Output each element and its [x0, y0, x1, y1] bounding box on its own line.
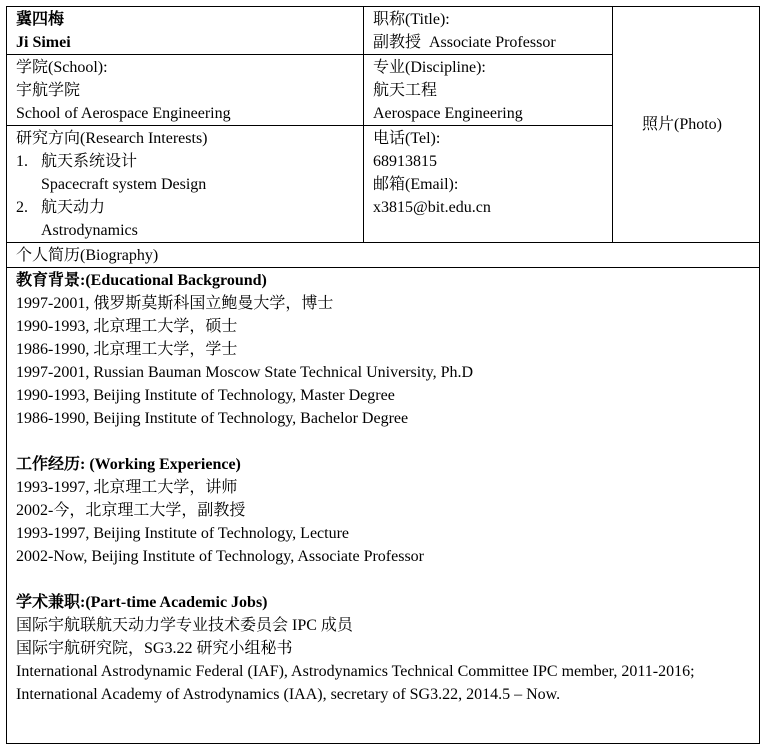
- discipline-cell: [364, 55, 613, 126]
- name-cn: 冀四梅: [16, 11, 65, 28]
- academic-line-3: International Astrodynamic Federal (IAF), Astrodynamics Technical Committee IPC member, 2011-2016;: [16, 663, 695, 680]
- academic-line-1: 国际宇航联航天动力学专业技术委员会 IPC 成员: [16, 617, 353, 634]
- email-label: 邮箱(Email):: [373, 176, 459, 193]
- school-en: School of Aerospace Engineering: [16, 105, 231, 122]
- academic-line-2: 国际宇航研究院，SG3.22 研究小组秘书: [16, 640, 293, 657]
- academic-heading: 学术兼职:(Part-time Academic Jobs): [16, 594, 268, 611]
- education-line-1: 1997-2001, 俄罗斯莫斯科国立鲍曼大学，博士: [16, 295, 334, 312]
- tel-label: 电话(Tel):: [373, 130, 441, 147]
- education-line-3: 1986-1990, 北京理工大学，学士: [16, 341, 238, 358]
- photo-cell: [613, 7, 760, 243]
- section-spacer: [16, 430, 753, 453]
- research-item-1-en: Spacecraft system Design: [41, 176, 207, 193]
- research-item-2-cn: 航天动力: [41, 199, 106, 216]
- discipline-en: Aerospace Engineering: [373, 105, 523, 122]
- name-en: Ji Simei: [16, 34, 71, 51]
- work-line-4: 2002-Now, Beijing Institute of Technology, Associate Professor: [16, 548, 425, 565]
- contact-cell: [364, 126, 613, 243]
- title-label: 职称(Title):: [373, 11, 450, 28]
- school-cell: [7, 55, 364, 126]
- academic-line-4: International Academy of Astrodynamics (IAA), secretary of SG3.22, 2014.5 – Now.: [16, 686, 561, 703]
- research-item-2: [16, 196, 357, 219]
- biography-label-cell: [7, 243, 760, 268]
- photo-label: 照片(Photo): [642, 116, 723, 133]
- research-item-1-num: 1.: [16, 153, 28, 170]
- research-item-2-en: Astrodynamics: [41, 222, 138, 239]
- section-spacer: [16, 568, 753, 591]
- work-heading: 工作经历: (Working Experience): [16, 456, 241, 473]
- education-line-4: 1997-2001, Russian Bauman Moscow State Technical University, Ph.D: [16, 364, 474, 381]
- research-label: 研究方向(Research Interests): [16, 130, 208, 147]
- education-heading: 教育背景:(Educational Background): [16, 272, 267, 289]
- research-cell: [7, 126, 364, 243]
- discipline-cn: 航天工程: [373, 82, 438, 99]
- work-line-2: 2002-今，北京理工大学，副教授: [16, 502, 246, 519]
- research-item-2-num: 2.: [16, 199, 28, 216]
- research-item-1: [16, 150, 357, 173]
- education-line-6: 1986-1990, Beijing Institute of Technology, Bachelor Degree: [16, 410, 409, 427]
- education-line-5: 1990-1993, Beijing Institute of Technology, Master Degree: [16, 387, 395, 404]
- biography-label: 个人简历(Biography): [16, 247, 159, 264]
- title-cell: [364, 7, 613, 55]
- email-value: x3815@bit.edu.cn: [373, 199, 491, 216]
- cv-table: [6, 6, 760, 744]
- work-line-1: 1993-1997, 北京理工大学，讲师: [16, 479, 238, 496]
- title-value: 副教授 Associate Professor: [373, 34, 556, 51]
- work-line-3: 1993-1997, Beijing Institute of Technology, Lecture: [16, 525, 350, 542]
- school-label: 学院(School):: [16, 59, 108, 76]
- research-item-1-cn: 航天系统设计: [41, 153, 138, 170]
- discipline-label: 专业(Discipline):: [373, 59, 486, 76]
- tel-value: 68913815: [373, 153, 437, 170]
- education-line-2: 1990-1993, 北京理工大学，硕士: [16, 318, 238, 335]
- name-cell: [7, 7, 364, 55]
- biography-content: [7, 268, 760, 744]
- school-cn: 宇航学院: [16, 82, 81, 99]
